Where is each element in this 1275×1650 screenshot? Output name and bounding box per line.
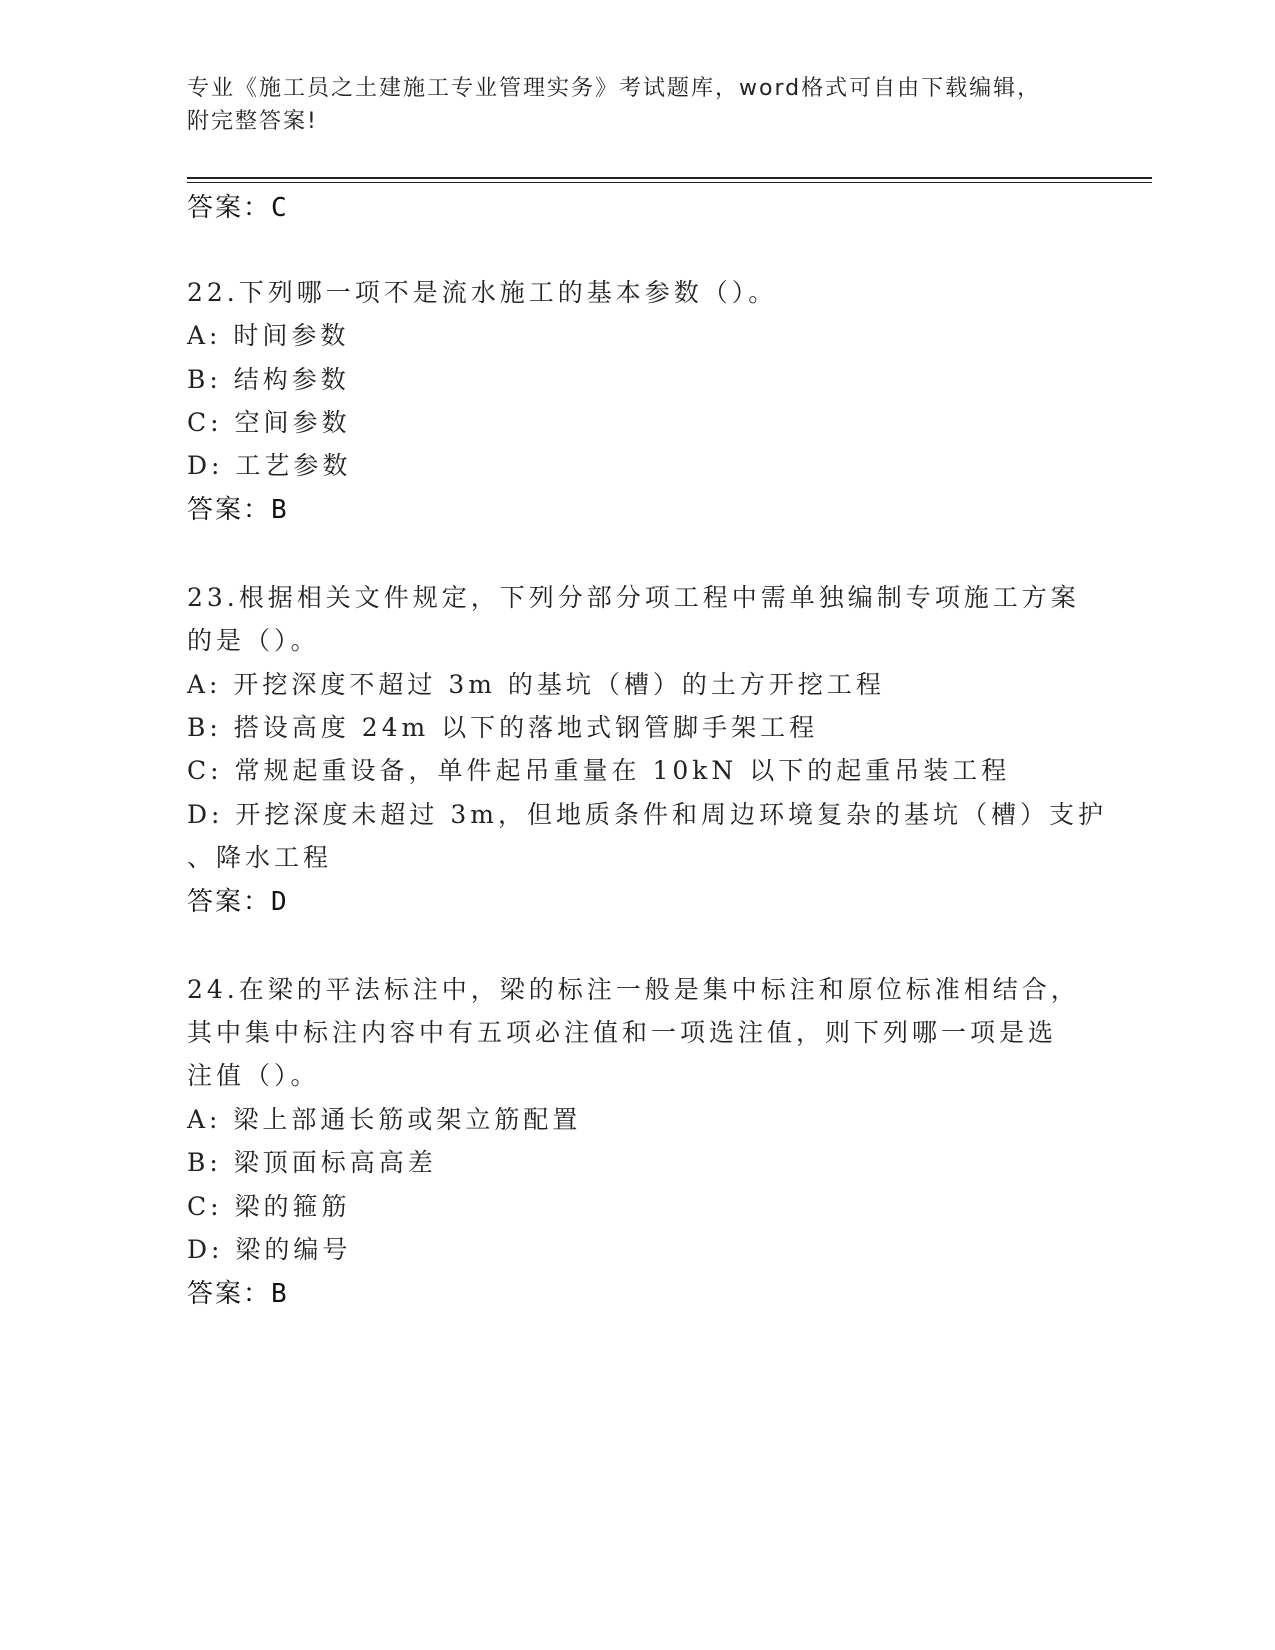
question-stem-line: 注值（）。 — [187, 1061, 320, 1090]
option-c: C: 梁的箍筋 — [187, 1192, 351, 1221]
answer-value: B — [271, 495, 287, 525]
option-d: D: 工艺参数 — [187, 451, 352, 480]
answer-label: 答案： — [187, 193, 272, 223]
header-divider-thin — [187, 182, 1152, 183]
answer-line — [187, 886, 287, 918]
option-c: C: 空间参数 — [187, 408, 351, 437]
question-stem-line: 23.根据相关文件规定，下列分部分项工程中需单独编制专项施工方案 — [187, 583, 1080, 612]
answer-label: 答案： — [187, 1279, 272, 1309]
option-d: D: 梁的编号 — [187, 1235, 352, 1264]
header-divider-thick — [187, 177, 1152, 179]
option-d-continued: 、降水工程 — [187, 843, 333, 872]
answer-label: 答案： — [187, 887, 272, 917]
answer-line — [187, 1278, 287, 1310]
option-b: B: 搭设高度 24m 以下的落地式钢管脚手架工程 — [187, 713, 819, 742]
question-stem-line: 24.在梁的平法标注中，梁的标注一般是集中标注和原位标准相结合， — [187, 975, 1080, 1004]
answer-line — [187, 494, 287, 526]
question-stem-line: 其中集中标注内容中有五项必注值和一项选注值，则下列哪一项是选 — [187, 1018, 1058, 1047]
option-a: A: 时间参数 — [187, 321, 350, 350]
document-header — [187, 72, 1067, 138]
header-line-1: 专业《施工员之土建施工专业管理实务》考试题库，word格式可自由下载编辑， — [187, 76, 1042, 101]
answer-value: C — [271, 193, 287, 223]
option-a: A: 开挖深度不超过 3m 的基坑（槽）的土方开挖工程 — [187, 670, 885, 699]
answer-label: 答案： — [187, 495, 272, 525]
option-c: C: 常规起重设备，单件起吊重量在 10kN 以下的起重吊装工程 — [187, 756, 1011, 785]
option-b: B: 结构参数 — [187, 365, 350, 394]
answer-value: B — [271, 1279, 287, 1309]
answer-value: D — [271, 887, 287, 917]
option-d: D: 开挖深度未超过 3m，但地质条件和周边环境复杂的基坑（槽）支护 — [187, 800, 1107, 829]
question-stem-line: 的是（）。 — [187, 626, 320, 655]
question-stem-line: 22.下列哪一项不是流水施工的基本参数（）。 — [187, 278, 778, 307]
option-a: A: 梁上部通长筋或架立筋配置 — [187, 1105, 582, 1134]
answer-line — [187, 192, 287, 224]
option-b: B: 梁顶面标高高差 — [187, 1148, 437, 1177]
header-line-2: 附完整答案! — [187, 109, 318, 134]
